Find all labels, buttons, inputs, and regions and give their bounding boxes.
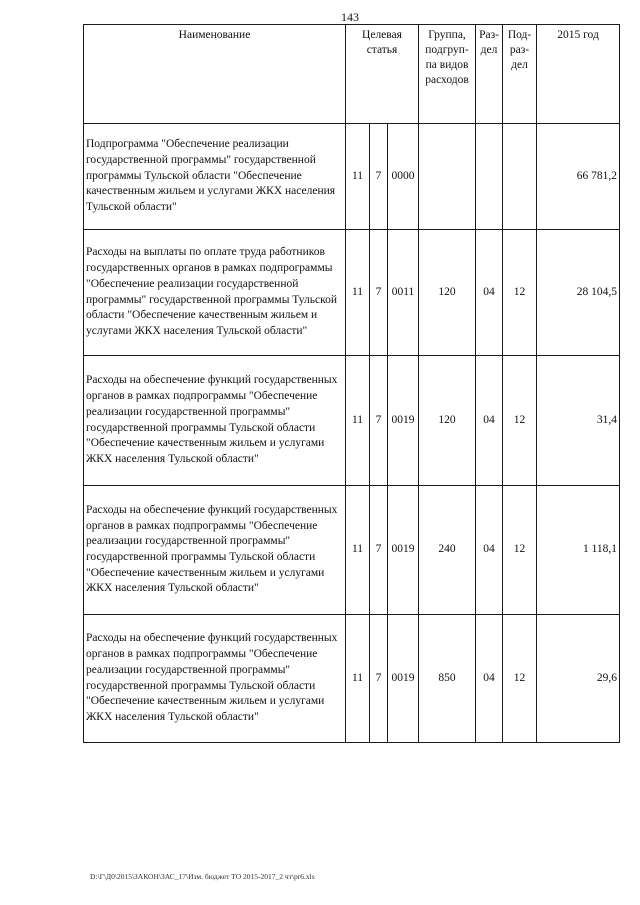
row-amount: 31,4 [537, 356, 620, 486]
row-subsection: 12 [503, 356, 537, 486]
row-section [476, 124, 503, 230]
row-name: Расходы на выплаты по оплате труда работников государственных органов в рамках подпрограммы "Обеспечение реализации государственной программы" государственной программы Тульской области "Обеспечение качественным жильем и услугами ЖКХ населения Тульской области" [84, 230, 346, 356]
row-section: 04 [476, 230, 503, 356]
table-header-row [84, 25, 620, 124]
row-name: Расходы на обеспечение функций государственных органов в рамках подпрограммы "Обеспечение реализации государственной программы" государственной программы Тульской области "Обеспечение качественным жильем и услугами ЖКХ населения Тульской области" [84, 356, 346, 486]
row-expense-group: 850 [419, 615, 476, 743]
row-amount: 66 781,2 [537, 124, 620, 230]
row-code-program: 11 [346, 356, 370, 486]
row-subsection: 12 [503, 486, 537, 615]
row-code-subprogram: 7 [370, 230, 388, 356]
header-target-article: Целевая статья [346, 25, 419, 124]
row-code-direction: 0019 [388, 486, 419, 615]
row-subsection: 12 [503, 615, 537, 743]
header-section: Раз-дел [476, 25, 503, 124]
row-expense-group: 240 [419, 486, 476, 615]
row-name: Расходы на обеспечение функций государственных органов в рамках подпрограммы "Обеспечение реализации государственной программы" государственной программы Тульской области "Обеспечение качественным жильем и услугами ЖКХ населения Тульской области" [84, 486, 346, 615]
row-expense-group: 120 [419, 230, 476, 356]
row-amount: 1 118,1 [537, 486, 620, 615]
table-row [84, 124, 620, 230]
footer-file-path: D:\Г\Д0\2015\ЗАКОН\ЗАС_17\Изм. бюджет ТО 2015-2017_2 чт\pr6.xls [90, 872, 315, 881]
row-code-subprogram: 7 [370, 356, 388, 486]
table-row [84, 615, 620, 743]
row-amount: 28 104,5 [537, 230, 620, 356]
table-row [84, 486, 620, 615]
row-code-subprogram: 7 [370, 486, 388, 615]
row-name: Расходы на обеспечение функций государственных органов в рамках подпрограммы "Обеспечение реализации государственной программы" государственной программы Тульской области "Обеспечение качественным жильем и услугами ЖКХ населения Тульской области" [84, 615, 346, 743]
row-code-program: 11 [346, 486, 370, 615]
header-subsection: Под-раз-дел [503, 25, 537, 124]
table-row [84, 356, 620, 486]
table-row [84, 230, 620, 356]
header-year: 2015 год [537, 25, 620, 124]
row-code-program: 11 [346, 230, 370, 356]
row-section: 04 [476, 356, 503, 486]
row-code-direction: 0000 [388, 124, 419, 230]
row-code-subprogram: 7 [370, 124, 388, 230]
row-amount: 29,6 [537, 615, 620, 743]
row-subsection: 12 [503, 230, 537, 356]
row-subsection [503, 124, 537, 230]
page-number: 143 [341, 10, 359, 24]
row-section: 04 [476, 486, 503, 615]
row-code-program: 11 [346, 615, 370, 743]
header-name: Наименование [84, 25, 346, 124]
row-code-program: 11 [346, 124, 370, 230]
row-expense-group [419, 124, 476, 230]
row-code-direction: 0019 [388, 615, 419, 743]
row-name: Подпрограмма "Обеспечение реализации государственной программы" государственной программы Тульской области "Обеспечение качественным жильем и услугами ЖКХ населения Тульской области" [84, 124, 346, 230]
row-expense-group: 120 [419, 356, 476, 486]
header-expense-group: Группа, подгруп-па видов расходов [419, 25, 476, 124]
row-section: 04 [476, 615, 503, 743]
budget-table [83, 24, 620, 743]
row-code-direction: 0019 [388, 356, 419, 486]
row-code-subprogram: 7 [370, 615, 388, 743]
row-code-direction: 0011 [388, 230, 419, 356]
